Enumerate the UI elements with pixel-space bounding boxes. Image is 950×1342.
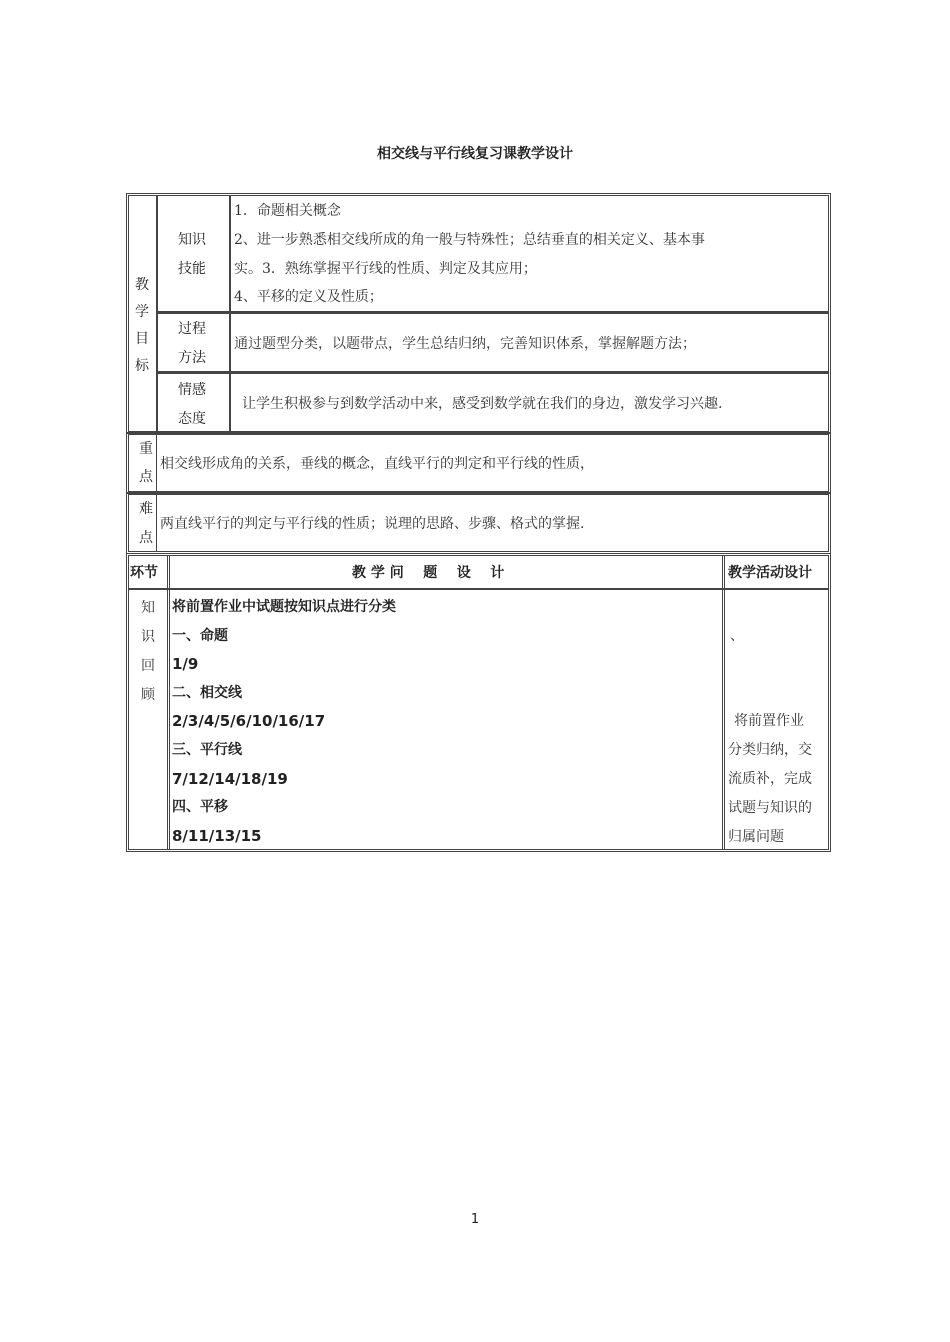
activity-mark: 、 xyxy=(730,628,744,644)
emotion-label-1: 情感 xyxy=(178,382,206,398)
stage-header: 环节 xyxy=(130,565,158,581)
content-line: 将前置作业中试题按知识点进行分类 xyxy=(172,599,396,615)
activity-line: 归属问题 xyxy=(728,829,784,845)
design-col-divider-2 xyxy=(722,556,725,849)
goals-label-char: 标 xyxy=(135,358,149,374)
stage-label-char: 识 xyxy=(141,629,155,645)
design-header: 教 学 问 题 设 计 xyxy=(352,565,505,581)
content-line: 7/12/14/18/19 xyxy=(172,769,288,788)
difficulty-text: 两直线平行的判定与平行线的性质；说理的思路、步骤、格式的掌握. xyxy=(160,516,585,532)
process-label-1: 过程 xyxy=(178,321,206,337)
page-number: 1 xyxy=(470,1212,480,1227)
content-line: 三、平行线 xyxy=(172,741,242,758)
activity-line: 流质补，完成 xyxy=(728,771,812,787)
knowledge-line: 2、进一步熟悉相交线所成的角一般与特殊性；总结垂直的相关定义、基本事 xyxy=(234,232,705,248)
difficulty-label-char: 点 xyxy=(139,530,153,546)
emotion-label-2: 态度 xyxy=(178,411,206,427)
activity-line: 试题与知识的 xyxy=(728,800,812,816)
goals-label-char: 目 xyxy=(135,331,149,347)
knowledge-line: 1．命题相关概念 xyxy=(234,203,341,219)
stage-label-char: 顾 xyxy=(141,687,155,703)
activity-text xyxy=(728,707,812,852)
key-point-label-char: 点 xyxy=(139,469,153,485)
activity-line: 将前置作业 xyxy=(734,713,804,729)
knowledge-label-2: 技能 xyxy=(178,261,206,277)
stage-label xyxy=(136,594,160,710)
goals-label xyxy=(130,272,154,380)
key-point-label-char: 重 xyxy=(139,441,153,457)
knowledge-label-1: 知识 xyxy=(178,232,206,248)
difficulty-label-char: 难 xyxy=(139,501,153,517)
content-line: 8/11/13/15 xyxy=(172,826,262,845)
knowledge-line: 4、平移的定义及性质； xyxy=(234,289,383,305)
key-point-text: 相交线形成角的关系，垂线的概念，直线平行的判定和平行线的性质， xyxy=(160,456,594,472)
stage-label-char: 回 xyxy=(141,658,155,674)
content-line: 二、相交线 xyxy=(172,684,242,701)
document-title: 相交线与平行线复习课教学设计 xyxy=(377,146,573,162)
design-col-divider-1 xyxy=(167,556,170,849)
process-text: 通过题型分类，以题带点，学生总结归纳，完善知识体系，掌握解题方法； xyxy=(234,336,696,352)
knowledge-line: 实。3．熟练掌握平行线的性质、判定及其应用； xyxy=(234,261,537,277)
content-line: 四、平移 xyxy=(172,799,228,816)
emotion-text: 让学生积极参与到数学活动中来，感受到数学就在我们的身边，激发学习兴趣. xyxy=(242,396,723,412)
process-label-2: 方法 xyxy=(178,350,206,366)
content-line: 2/3/4/5/6/10/16/17 xyxy=(172,712,326,731)
content-line: 一、命题 xyxy=(172,627,228,644)
content-line: 1/9 xyxy=(172,655,199,674)
goals-label-char: 学 xyxy=(135,304,149,320)
stage-label-char: 知 xyxy=(141,600,155,616)
goals-label-char: 教 xyxy=(135,277,149,293)
design-content xyxy=(172,593,396,850)
activity-header: 教学活动设计 xyxy=(728,565,812,581)
activity-line: 分类归纳，交 xyxy=(728,742,812,758)
